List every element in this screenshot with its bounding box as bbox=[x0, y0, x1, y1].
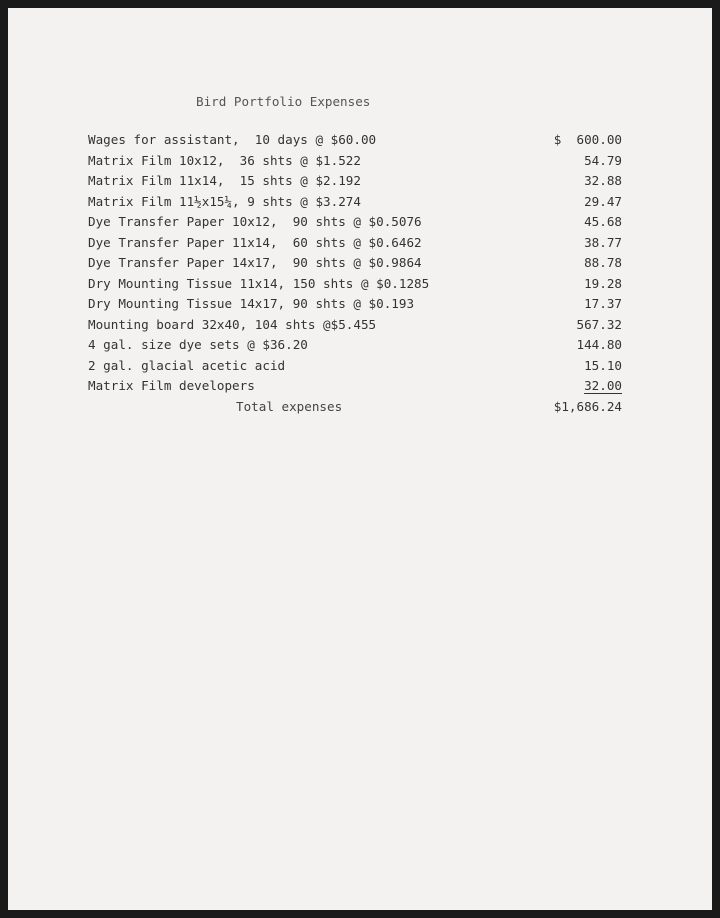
expense-row bbox=[88, 335, 622, 356]
bleed-through-mark bbox=[170, 648, 550, 758]
expense-list bbox=[88, 130, 622, 417]
expense-amount: $ 600.00 bbox=[553, 132, 622, 147]
expense-description: Wages for assistant, 10 days @ $60.00 bbox=[88, 132, 377, 147]
total-amount: $1,686.24 bbox=[553, 398, 622, 414]
expense-row bbox=[88, 356, 622, 377]
expense-description: Mounting board 32x40, 104 shts @$5.455 bbox=[88, 316, 377, 332]
expense-description: 2 gal. glacial acetic acid bbox=[88, 357, 286, 373]
expense-description: Matrix Film 10x12, 36 shts @ $1.522 bbox=[88, 152, 361, 168]
expense-amount: 45.68 bbox=[584, 214, 622, 229]
total-label: Total expenses bbox=[236, 398, 343, 414]
expense-amount: 144.80 bbox=[576, 337, 622, 352]
expense-description: Dry Mounting Tissue 14x17, 90 shts @ $0.193 bbox=[88, 296, 415, 311]
expense-description: Dye Transfer Paper 14x17, 90 shts @ $0.9864 bbox=[88, 255, 422, 270]
expense-description: Matrix Film 11x14, 15 shts @ $2.192 bbox=[88, 173, 361, 188]
expense-row bbox=[88, 151, 622, 172]
expense-row bbox=[88, 253, 622, 274]
expense-amount: 29.47 bbox=[584, 193, 622, 209]
expense-row bbox=[88, 376, 622, 397]
expense-amount: 88.78 bbox=[584, 255, 622, 270]
expense-description: Dry Mounting Tissue 11x14, 150 shts @ $0.1285 bbox=[88, 275, 430, 291]
expense-amount: 54.79 bbox=[584, 152, 622, 168]
expense-row bbox=[88, 192, 622, 213]
expense-row bbox=[88, 130, 622, 151]
expense-description: Dye Transfer Paper 10x12, 90 shts @ $0.5076 bbox=[88, 214, 422, 229]
expense-row bbox=[88, 294, 622, 315]
expense-amount: 19.28 bbox=[584, 275, 622, 291]
expense-amount: 17.37 bbox=[584, 296, 622, 311]
expense-description: Dye Transfer Paper 11x14, 60 shts @ $0.6462 bbox=[88, 234, 422, 250]
expense-amount: 567.32 bbox=[576, 316, 622, 332]
total-row bbox=[88, 397, 622, 418]
expense-row bbox=[88, 274, 622, 295]
expense-amount: 38.77 bbox=[584, 234, 622, 250]
expense-amount: 32.00 bbox=[584, 378, 622, 393]
expense-row bbox=[88, 315, 622, 336]
expense-amount: 32.88 bbox=[584, 173, 622, 188]
expense-row bbox=[88, 233, 622, 254]
expense-row bbox=[88, 171, 622, 192]
expense-amount: 15.10 bbox=[584, 357, 622, 373]
expense-description: 4 gal. size dye sets @ $36.20 bbox=[88, 337, 308, 352]
document-title: Bird Portfolio Expenses bbox=[196, 94, 371, 109]
expense-description: Matrix Film 11½x15¼, 9 shts @ $3.274 bbox=[88, 193, 361, 209]
expense-description: Matrix Film developers bbox=[88, 378, 255, 393]
document-page bbox=[8, 8, 712, 910]
expense-row bbox=[88, 212, 622, 233]
